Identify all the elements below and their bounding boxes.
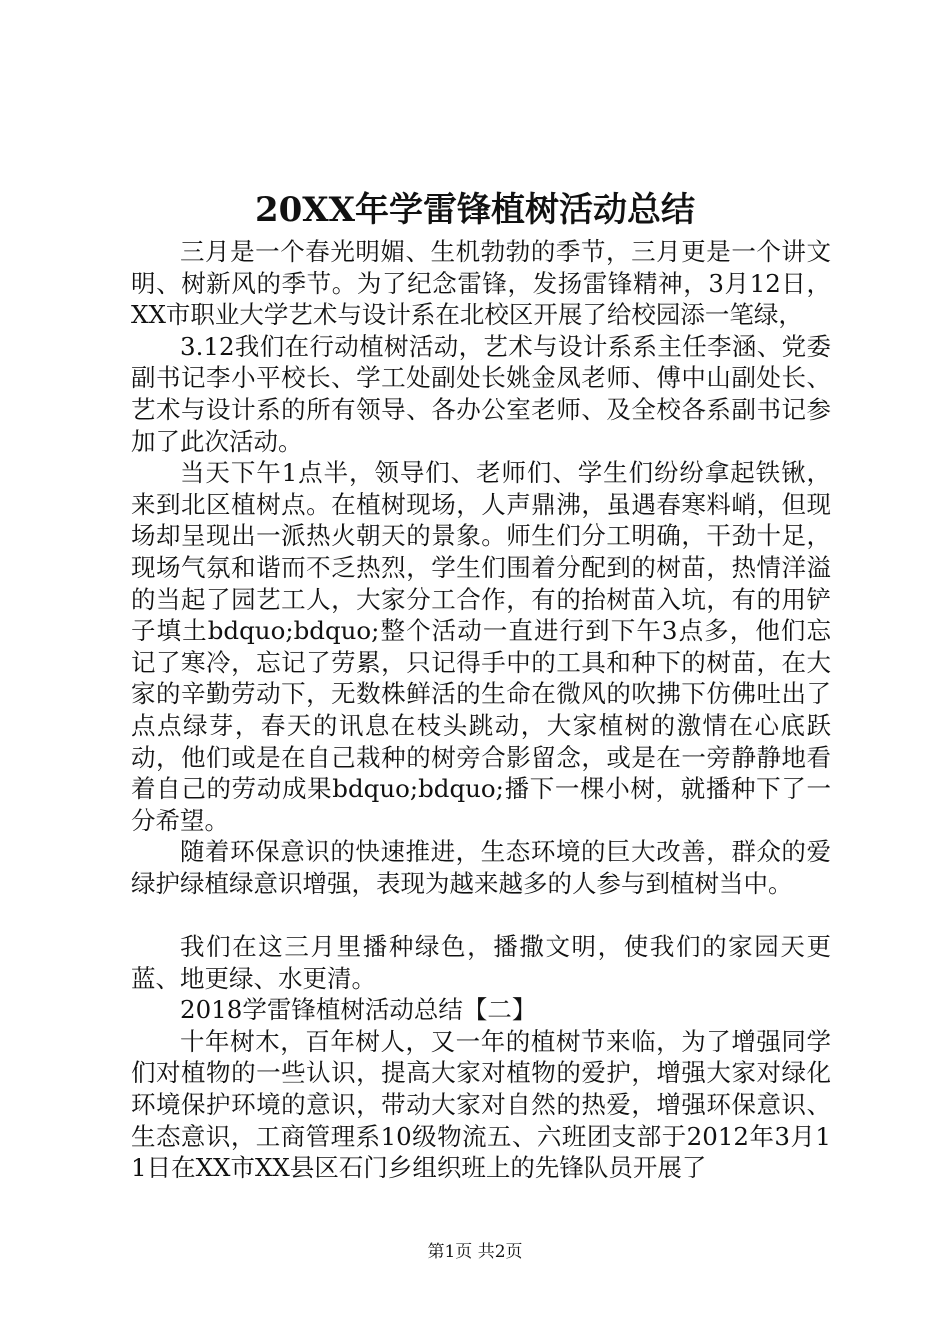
paragraph-spacer: [131, 899, 831, 931]
paragraph-awareness: 随着环保意识的快速推进，生态环境的巨大改善，群众的爱绿护绿植绿意识增强，表现为越来越多的人参与到植树当中。: [131, 837, 831, 898]
paragraph-section-two: 十年树木，百年树人，又一年的植树节来临，为了增强同学们对植物的一些认识，提高大家对植物的爱护，增强大家对绿化环境保护环境的意识，带动大家对自然的热爱，增强环保意识、生态意识，工商管理系10级物流五、六班团支部于2012年3月11日在XX市XX县区石门乡组织班上的先锋队员开展了: [131, 1026, 831, 1183]
document-body: [131, 236, 831, 1184]
paragraph-conclusion: 我们在这三月里播种绿色，播撒文明，使我们的家园天更蓝、地更绿、水更清。: [131, 932, 831, 993]
document-title: 20XX年学雷锋植树活动总结: [254, 190, 696, 230]
paragraph-participants: 3.12我们在行动植树活动，艺术与设计系系主任李涵、党委副书记李小平校长、学工处副处长姚金凤老师、傅中山副处长、艺术与设计系的所有领导、各办公室老师、及全校各系副书记参加了此次活动。: [131, 331, 831, 456]
paragraph-intro: 三月是一个春光明媚、生机勃勃的季节，三月更是一个讲文明、树新风的季节。为了纪念雷锋，发扬雷锋精神，3月12日，XX市职业大学艺术与设计系在北校区开展了给校园添一笔绿，: [131, 237, 831, 330]
page-footer: 第1页 共2页: [427, 1242, 523, 1262]
paragraph-activity: 当天下午1点半，领导们、老师们、学生们纷纷拿起铁锹，来到北区植树点。在植树现场，人声鼎沸，虽遇春寒料峭，但现场却呈现出一派热火朝天的景象。师生们分工明确，干劲十足，现场气氛和谐而不乏热烈，学生们围着分配到的树苗，热情洋溢的当起了园艺工人，大家分工合作，有的抬树苗入坑，有的用铲子填土bdquo;bdquo;整个活动一直进行到下午3点多，他们忘记了寒冷，忘记了劳累，只记得手中的工具和种下的树苗，在大家的辛勤劳动下，无数株鲜活的生命在微风的吹拂下仿佛吐出了点点绿芽，春天的讯息在枝头跳动，大家植树的激情在心底跃动，他们或是在自己栽种的树旁合影留念，或是在一旁静静地看着自己的劳动成果bdquo;bdquo;播下一棵小树，就播种下了一分希望。: [131, 458, 831, 835]
section-heading-two: 2018学雷锋植树活动总结【二】: [180, 995, 537, 1025]
